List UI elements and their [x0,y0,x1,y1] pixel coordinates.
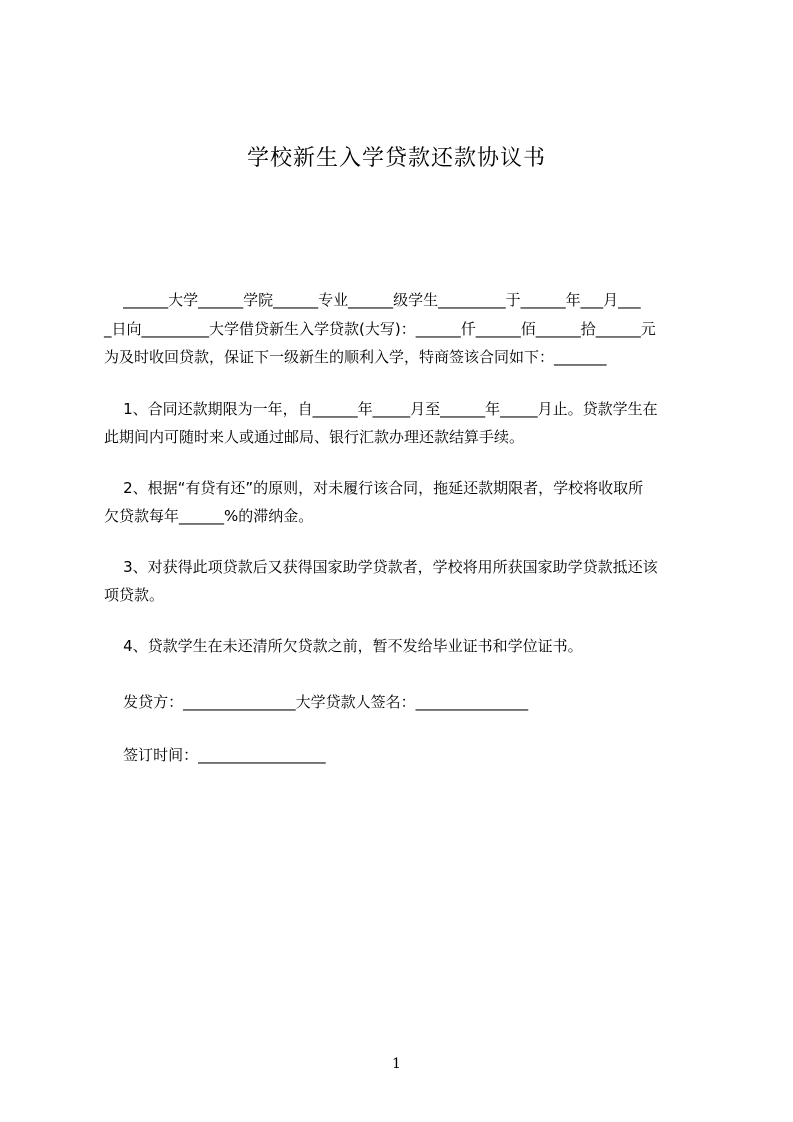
intro-line-2: _日向_________大学借贷新生入学贷款(大写)：______仟______佰______拾______元 [104,320,656,338]
intro-line-1: ______大学______学院______专业______级学生_________于______年___月___ [104,291,641,309]
clause-3-line-2: 项贷款。 [104,586,165,604]
clause-2-line-1: 2、根据“有贷有还”的原则，对未履行该合同，拖延还款期限者，学校将收取所 [104,479,644,497]
clause-2-line-2: 欠贷款每年______%的滞纳金。 [104,507,314,525]
signature-line: 发贷方：_______________大学贷款人签名：_______________ [104,693,529,711]
clause-1-line-2: 此期间内可随时来人或通过邮局、银行汇款办理还款结算手续。 [104,428,525,446]
document-title: 学校新生入学贷款还款协议书 [246,146,546,171]
clause-4-line-1: 4、贷款学生在未还清所欠贷款之前，暂不发给毕业证书和学位证书。 [104,637,583,655]
clause-1-line-1: 1、合同还款期限为一年，自______年_____月至______年_____月止。贷款学生在 [104,400,658,418]
clause-3-line-1: 3、对获得此项贷款后又获得国家助学贷款者，学校将用所获国家助学贷款抵还该 [104,558,658,576]
page-number: 1 [392,1056,401,1072]
signing-date-line: 签订时间：_________________ [104,746,326,764]
intro-line-3: 为及时收回贷款，保证下一级新生的顺利入学，特商签该合同如下：_______ [104,348,607,366]
